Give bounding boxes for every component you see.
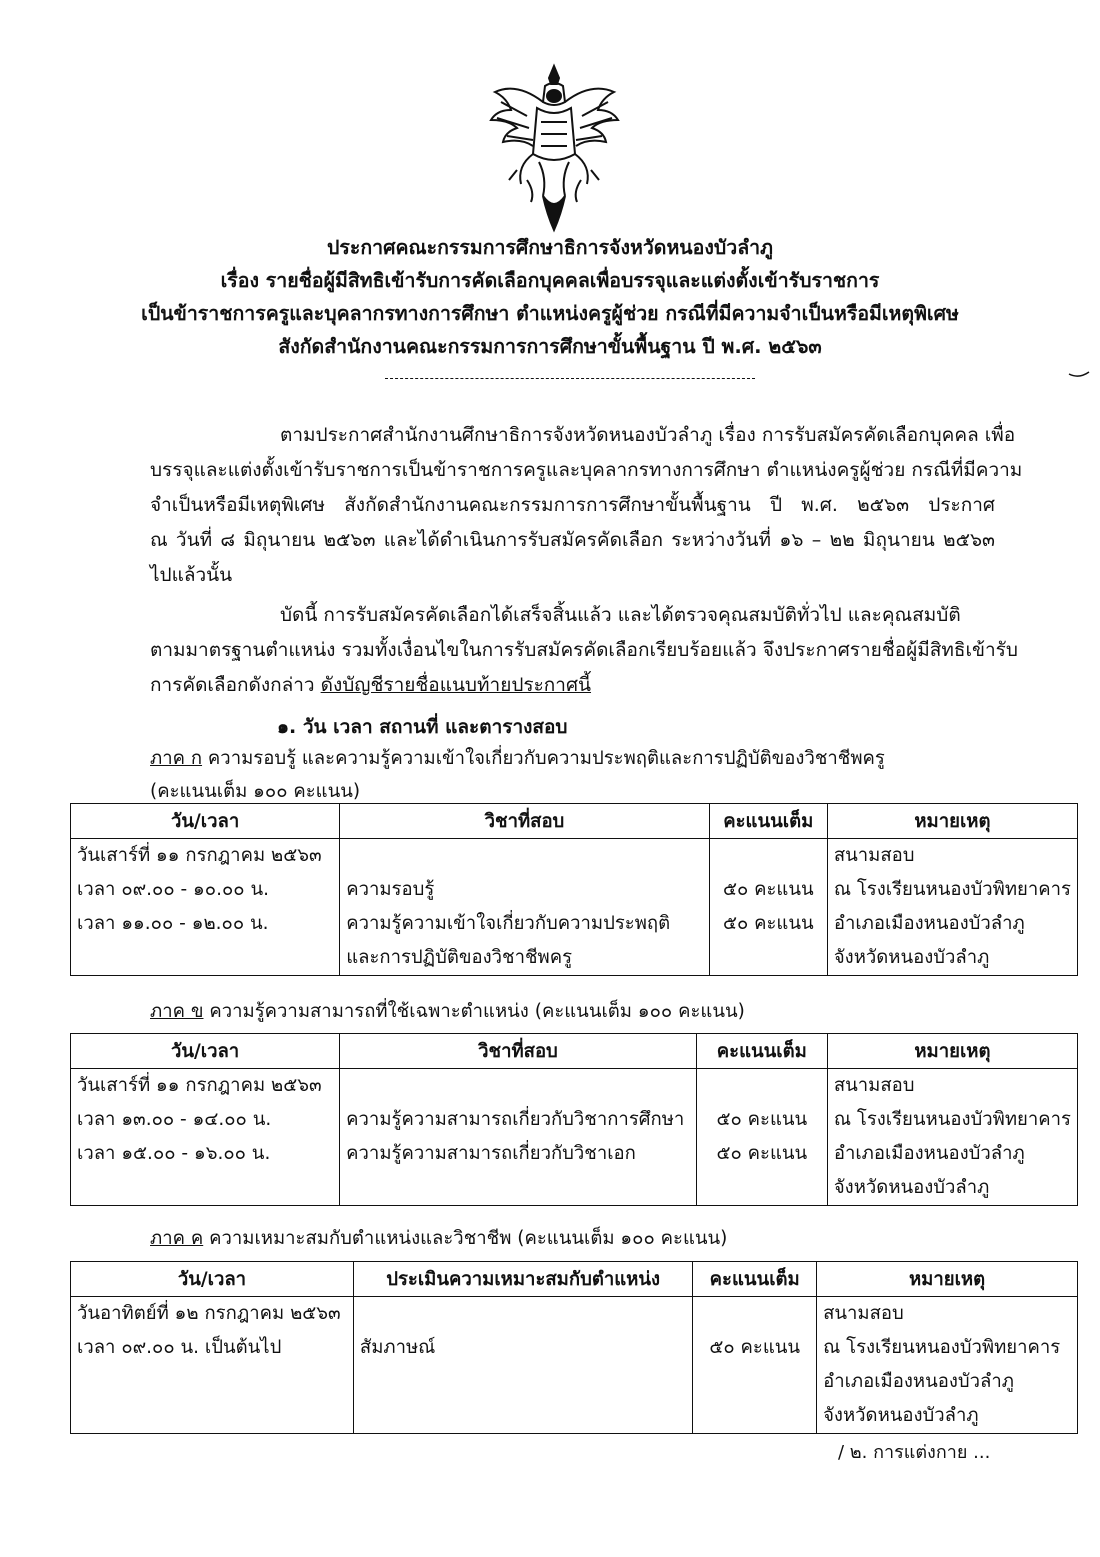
time-text: เวลา ๑๑.๐๐ - ๑๒.๐๐ น.: [77, 913, 269, 934]
remark-text: อำเภอเมืองหนองบัวลำภู: [833, 913, 1025, 934]
part-c-header-row: [71, 1262, 1078, 1297]
part-b-table: [70, 1033, 1078, 1206]
remark-text: อำเภอเมืองหนองบัวลำภู: [833, 1143, 1025, 1164]
title-line-2: เรื่อง รายชื่อผู้มีสิทธิเข้ารับการคัดเลือกบุคคลเพื่อบรรจุและแต่งตั้งเข้ารับราชการ: [220, 269, 880, 292]
remark-text: ณ โรงเรียนหนองบัวพิทยาคาร: [833, 879, 1071, 900]
margin-mark: [1068, 368, 1090, 380]
part-a-caption-2: (คะแนนเต็ม ๑๐๐ คะแนน): [150, 781, 361, 802]
subject-text: ความรู้ความเข้าใจเกี่ยวกับความประพฤติ: [346, 913, 671, 934]
part-c-caption: [150, 1224, 727, 1253]
score-text: ๕๐ คะแนน: [716, 1143, 808, 1164]
assessment-cell: [353, 1297, 692, 1434]
remark-cell: [817, 1297, 1078, 1434]
part-a-label: ภาค ก: [150, 748, 203, 769]
col-score-header: คะแนนเต็ม: [693, 1262, 817, 1297]
para2-line-1: บัดนี้ การรับสมัครคัดเลือกได้เสร็จสิ้นแล้ว และได้ตรวจคุณสมบัติทั่วไป และคุณสมบัติ: [280, 604, 961, 626]
col-remark-header: หมายเหตุ: [827, 804, 1077, 839]
assessment-text: สัมภาษณ์: [359, 1337, 436, 1358]
col-subject-header: วิชาที่สอบ: [340, 804, 710, 839]
datetime-cell: [71, 1297, 354, 1434]
time-text: เวลา ๐๙.๐๐ น. เป็นต้นไป: [77, 1337, 282, 1358]
part-b-label: ภาค ข: [150, 1001, 204, 1022]
part-c-row: [71, 1297, 1078, 1434]
subject-cell: [340, 1069, 697, 1206]
score-cell: [693, 1297, 817, 1434]
para2-line-3-text: การคัดเลือกดังกล่าว: [150, 674, 321, 696]
remark-text: อำเภอเมืองหนองบัวลำภู: [823, 1371, 1014, 1392]
part-b-row: [71, 1069, 1078, 1206]
remark-text: ณ โรงเรียนหนองบัวพิทยาคาร: [833, 1109, 1071, 1130]
col-subject-header: วิชาที่สอบ: [340, 1034, 697, 1069]
para2-line-2: ตามมาตรฐานตำแหน่ง รวมทั้งเงื่อนไขในการรับสมัครคัดเลือกเรียบร้อยแล้ว จึงประกาศรายชื่อผู้มีสิทธิเข้ารับ: [150, 639, 1018, 661]
col-remark-header: หมายเหตุ: [827, 1034, 1077, 1069]
part-a-table: [70, 803, 1078, 976]
continued-next-page: / ๒. การแต่งกาย ...: [838, 1442, 991, 1463]
para2-line-3: [150, 670, 995, 700]
remark-text: สนามสอบ: [833, 1075, 915, 1096]
score-text: ๕๐ คะแนน: [716, 1109, 808, 1130]
part-a-header-row: [71, 804, 1078, 839]
subject-text: ความรอบรู้: [346, 879, 435, 900]
title-line-1: ประกาศคณะกรรมการศึกษาธิการจังหวัดหนองบัวลำภู: [327, 236, 773, 259]
para1-line-4: ณ วันที่ ๘ มิถุนายน ๒๕๖๓ และได้ดำเนินการรับสมัครคัดเลือก ระหว่างวันที่ ๑๖ – ๒๒ มิถุนายน ๒๕๖๓: [150, 529, 995, 551]
part-a-caption-text: ความรอบรู้ และความรู้ความเข้าใจเกี่ยวกับความประพฤติและการปฏิบัติของวิชาชีพครู: [202, 748, 885, 769]
para1-line-5: ไปแล้วนั้น: [150, 564, 233, 586]
attached-list-reference: ดังบัญชีรายชื่อแนบท้ายประกาศนี้: [320, 674, 592, 696]
score-cell: [709, 839, 827, 976]
time-text: เวลา ๑๕.๐๐ - ๑๖.๐๐ น.: [77, 1143, 271, 1164]
col-score-header: คะแนนเต็ม: [709, 804, 827, 839]
part-a-row: [71, 839, 1078, 976]
remark-cell: [827, 1069, 1077, 1206]
part-c-label: ภาค ค: [150, 1228, 204, 1249]
para1-line-2: บรรจุและแต่งตั้งเข้ารับราชการเป็นข้าราชการครูและบุคลากรทางการศึกษา ตำแหน่งครูผู้ช่วย กรณีที่มีความ: [150, 459, 1023, 481]
subject-text: และการปฏิบัติของวิชาชีพครู: [346, 947, 573, 968]
part-b-caption: [150, 997, 745, 1026]
date-text: วันเสาร์ที่ ๑๑ กรกฎาคม ๒๕๖๓: [77, 845, 322, 866]
col-score-header: คะแนนเต็ม: [696, 1034, 827, 1069]
garuda-emblem-icon: [487, 62, 622, 234]
col-assessment-header: ประเมินความเหมาะสมกับตำแหน่ง: [353, 1262, 692, 1297]
datetime-cell: [71, 839, 340, 976]
date-text: วันเสาร์ที่ ๑๑ กรกฎาคม ๒๕๖๓: [77, 1075, 322, 1096]
time-text: เวลา ๐๙.๐๐ - ๑๐.๐๐ น.: [77, 879, 269, 900]
remark-cell: [827, 839, 1077, 976]
subject-text: ความรู้ความสามารถเกี่ยวกับวิชาการศึกษา: [346, 1109, 685, 1130]
time-text: เวลา ๑๓.๐๐ - ๑๔.๐๐ น.: [77, 1109, 272, 1130]
col-datetime-header: วัน/เวลา: [71, 804, 340, 839]
title-line-3: เป็นข้าราชการครูและบุคลากรทางการศึกษา ตำแหน่งครูผู้ช่วย กรณีที่มีความจำเป็นหรือมีเหตุพิเศษ: [141, 302, 959, 325]
subject-text: ความรู้ความสามารถเกี่ยวกับวิชาเอก: [346, 1143, 636, 1164]
remark-text: สนามสอบ: [823, 1303, 904, 1324]
part-a-caption: [150, 744, 885, 773]
date-text: วันอาทิตย์ที่ ๑๒ กรกฎาคม ๒๕๖๓: [77, 1303, 341, 1324]
subject-cell: [340, 839, 710, 976]
part-b-header-row: [71, 1034, 1078, 1069]
score-text: ๕๐ คะแนน: [709, 1337, 801, 1358]
para1-line-1: ตามประกาศสำนักงานศึกษาธิการจังหวัดหนองบัวลำภู เรื่อง การรับสมัครคัดเลือกบุคคล เพื่อ: [280, 424, 1016, 446]
remark-text: จังหวัดหนองบัวลำภู: [823, 1405, 979, 1426]
title-line-4: สังกัดสำนักงานคณะกรรมการการศึกษาขั้นพื้นฐาน ปี พ.ศ. ๒๕๖๓: [278, 335, 822, 358]
datetime-cell: [71, 1069, 340, 1206]
title-divider: [385, 378, 755, 379]
remark-text: สนามสอบ: [833, 845, 915, 866]
score-cell: [696, 1069, 827, 1206]
section-1-title: ๑. วัน เวลา สถานที่ และตารางสอบ: [277, 716, 568, 738]
remark-text: จังหวัดหนองบัวลำภู: [833, 1177, 990, 1198]
part-b-caption-text: ความรู้ความสามารถที่ใช้เฉพาะตำแหน่ง (คะแนนเต็ม ๑๐๐ คะแนน): [203, 1001, 745, 1022]
part-c-caption-text: ความเหมาะสมกับตำแหน่งและวิชาชีพ (คะแนนเต็ม ๑๐๐ คะแนน): [203, 1228, 728, 1249]
remark-text: จังหวัดหนองบัวลำภู: [833, 947, 990, 968]
score-text: ๕๐ คะแนน: [722, 913, 814, 934]
remark-text: ณ โรงเรียนหนองบัวพิทยาคาร: [823, 1337, 1061, 1358]
para1-line-3: จำเป็นหรือมีเหตุพิเศษ สังกัดสำนักงานคณะกรรมการการศึกษาขั้นพื้นฐาน ปี พ.ศ. ๒๕๖๓ ประกาศ: [150, 494, 995, 516]
col-datetime-header: วัน/เวลา: [71, 1262, 354, 1297]
score-text: ๕๐ คะแนน: [722, 879, 814, 900]
part-c-table: [70, 1261, 1078, 1434]
col-datetime-header: วัน/เวลา: [71, 1034, 340, 1069]
col-remark-header: หมายเหตุ: [817, 1262, 1078, 1297]
